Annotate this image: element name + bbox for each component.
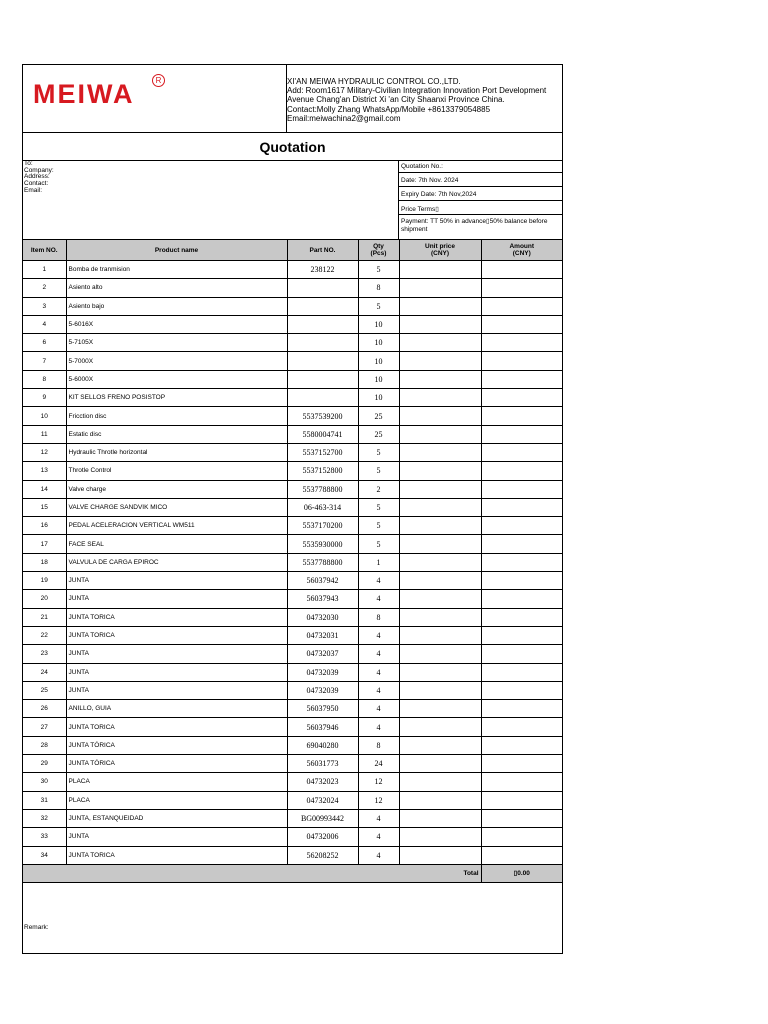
client-fields — [24, 161, 54, 195]
total-label: Total — [23, 864, 481, 882]
cell-part-no: 04732039 — [287, 663, 358, 681]
header-item-no: Item NO. — [23, 240, 66, 261]
cell-amount — [481, 681, 562, 699]
cell-item-no: 21 — [23, 608, 66, 626]
cell-amount — [481, 809, 562, 827]
cell-product-name: Estatic disc — [66, 425, 287, 443]
cell-part-no: BG00993442 — [287, 809, 358, 827]
cell-item-no: 12 — [23, 443, 66, 461]
price-terms: Price Terms▯ — [399, 201, 563, 215]
cell-product-name: PLACA — [66, 791, 287, 809]
table-row — [23, 828, 562, 846]
company-contact: Contact:Molly Zhang WhatsApp/Mobile +8613379054885 — [287, 104, 491, 114]
cell-part-no: 5537152700 — [287, 443, 358, 461]
total-value: ▯0.00 — [481, 864, 562, 882]
table-row — [23, 334, 562, 352]
cell-qty: 4 — [358, 846, 399, 864]
cell-product-name: Fricction disc — [66, 407, 287, 425]
company-address-line-2: Avenue Chang'an District Xi 'an City Shaanxi Province China. — [287, 95, 505, 105]
table-row — [23, 736, 562, 754]
cell-amount — [481, 608, 562, 626]
cell-amount — [481, 498, 562, 516]
cell-unit-price — [399, 279, 481, 297]
field-to: To: — [24, 160, 33, 167]
cell-qty: 10 — [358, 370, 399, 388]
cell-part-no: 5537788800 — [287, 480, 358, 498]
cell-unit-price — [399, 517, 481, 535]
cell-item-no: 15 — [23, 498, 66, 516]
cell-item-no: 1 — [23, 261, 66, 279]
info-section — [23, 160, 562, 239]
cell-item-no: 34 — [23, 846, 66, 864]
cell-part-no: 5535930000 — [287, 535, 358, 553]
cell-product-name: Throtle Control — [66, 462, 287, 480]
cell-item-no: 19 — [23, 572, 66, 590]
cell-qty: 4 — [358, 700, 399, 718]
table-row — [23, 370, 562, 388]
cell-amount — [481, 389, 562, 407]
cell-part-no: 69040280 — [287, 736, 358, 754]
cell-qty: 8 — [358, 736, 399, 754]
table-row — [23, 791, 562, 809]
cell-part-no: 5537788800 — [287, 553, 358, 571]
cell-product-name: JUNTA — [66, 645, 287, 663]
cell-part-no: 5580004741 — [287, 425, 358, 443]
field-contact: Contact: — [24, 180, 49, 188]
items-table — [23, 239, 562, 883]
cell-amount — [481, 297, 562, 315]
table-row — [23, 407, 562, 425]
cell-unit-price — [399, 297, 481, 315]
cell-item-no: 24 — [23, 663, 66, 681]
cell-part-no: 56037943 — [287, 590, 358, 608]
cell-unit-price — [399, 389, 481, 407]
cell-amount — [481, 791, 562, 809]
cell-amount — [481, 773, 562, 791]
table-row — [23, 443, 562, 461]
cell-item-no: 11 — [23, 425, 66, 443]
table-row — [23, 645, 562, 663]
cell-part-no: 04732023 — [287, 773, 358, 791]
cell-unit-price — [399, 681, 481, 699]
payment-terms: Payment: TT 50% in advance▯50% balance before shipment — [401, 218, 548, 233]
header-product-name: Product name — [66, 240, 287, 261]
company-logo: MEIWA — [33, 79, 135, 109]
cell-part-no: 06-463-314 — [287, 498, 358, 516]
cell-unit-price — [399, 608, 481, 626]
cell-unit-price — [399, 498, 481, 516]
cell-item-no: 8 — [23, 370, 66, 388]
cell-qty: 10 — [358, 315, 399, 333]
cell-qty: 25 — [358, 425, 399, 443]
cell-product-name: 5-6016X — [66, 315, 287, 333]
total-row — [23, 864, 562, 882]
cell-item-no: 16 — [23, 517, 66, 535]
cell-item-no: 2 — [23, 279, 66, 297]
cell-part-no: 56031773 — [287, 755, 358, 773]
cell-qty: 5 — [358, 517, 399, 535]
cell-item-no: 18 — [23, 553, 66, 571]
cell-product-name: Asiento bajo — [66, 297, 287, 315]
table-header-row — [23, 240, 562, 261]
cell-amount — [481, 352, 562, 370]
cell-part-no: 56037950 — [287, 700, 358, 718]
cell-unit-price — [399, 370, 481, 388]
table-row — [23, 590, 562, 608]
cell-part-no: 04732024 — [287, 791, 358, 809]
table-row — [23, 572, 562, 590]
cell-product-name: FACE SEAL — [66, 535, 287, 553]
cell-amount — [481, 846, 562, 864]
header-unit-price: Unit price (CNY) — [399, 240, 481, 261]
cell-part-no: 04732037 — [287, 645, 358, 663]
cell-unit-price — [399, 791, 481, 809]
cell-amount — [481, 828, 562, 846]
cell-product-name: PLACA — [66, 773, 287, 791]
cell-unit-price — [399, 443, 481, 461]
cell-part-no: 56037942 — [287, 572, 358, 590]
cell-unit-price — [399, 626, 481, 644]
table-row — [23, 663, 562, 681]
cell-product-name: JUNTA — [66, 663, 287, 681]
cell-item-no: 32 — [23, 809, 66, 827]
cell-item-no: 17 — [23, 535, 66, 553]
cell-amount — [481, 590, 562, 608]
table-row — [23, 535, 562, 553]
cell-amount — [481, 718, 562, 736]
cell-amount — [481, 626, 562, 644]
header-amount: Amount (CNY) — [481, 240, 562, 261]
cell-qty: 4 — [358, 626, 399, 644]
table-row — [23, 462, 562, 480]
field-company: Company: — [24, 166, 54, 174]
remark-label: Remark: — [24, 924, 49, 931]
page-title: Quotation — [259, 139, 326, 155]
cell-qty: 5 — [358, 462, 399, 480]
cell-qty: 10 — [358, 334, 399, 352]
cell-item-no: 26 — [23, 700, 66, 718]
cell-part-no: 5537170200 — [287, 517, 358, 535]
cell-product-name: JUNTA TORICA — [66, 718, 287, 736]
table-row — [23, 700, 562, 718]
cell-product-name: VALVULA DE CARGA EPIROC — [66, 553, 287, 571]
table-row — [23, 261, 562, 279]
cell-qty: 8 — [358, 279, 399, 297]
cell-part-no: 56037946 — [287, 718, 358, 736]
table-row — [23, 681, 562, 699]
cell-unit-price — [399, 773, 481, 791]
cell-unit-price — [399, 553, 481, 571]
cell-part-no: 5537539200 — [287, 407, 358, 425]
cell-item-no: 27 — [23, 718, 66, 736]
cell-amount — [481, 443, 562, 461]
table-row — [23, 809, 562, 827]
cell-part-no: 04732030 — [287, 608, 358, 626]
cell-unit-price — [399, 809, 481, 827]
quotation-date: Date: 7th Nov. 2024 — [399, 173, 563, 187]
header-part-no: Part NO. — [287, 240, 358, 261]
cell-amount — [481, 572, 562, 590]
cell-item-no: 28 — [23, 736, 66, 754]
cell-product-name: JUNTA TORICA — [66, 626, 287, 644]
cell-unit-price — [399, 407, 481, 425]
cell-amount — [481, 517, 562, 535]
cell-item-no: 10 — [23, 407, 66, 425]
cell-amount — [481, 645, 562, 663]
cell-product-name: Asiento alto — [66, 279, 287, 297]
cell-qty: 24 — [358, 755, 399, 773]
cell-item-no: 29 — [23, 755, 66, 773]
cell-product-name: 5-6000X — [66, 370, 287, 388]
cell-unit-price — [399, 736, 481, 754]
cell-qty: 10 — [358, 352, 399, 370]
field-email: Email: — [24, 186, 43, 194]
cell-item-no: 25 — [23, 681, 66, 699]
cell-amount — [481, 755, 562, 773]
cell-unit-price — [399, 590, 481, 608]
company-address-line-1: Add: Room1617 Military-Civilian Integration Innovation Port Development — [287, 86, 547, 96]
table-row — [23, 608, 562, 626]
cell-item-no: 30 — [23, 773, 66, 791]
cell-qty: 5 — [358, 261, 399, 279]
cell-product-name: VALVE CHARGE SANDVIK MICO — [66, 498, 287, 516]
cell-unit-price — [399, 462, 481, 480]
cell-item-no: 7 — [23, 352, 66, 370]
cell-item-no: 4 — [23, 315, 66, 333]
cell-item-no: 3 — [23, 297, 66, 315]
title-row — [23, 132, 562, 161]
cell-unit-price — [399, 261, 481, 279]
cell-part-no — [287, 352, 358, 370]
cell-item-no: 9 — [23, 389, 66, 407]
cell-amount — [481, 535, 562, 553]
cell-qty: 12 — [358, 791, 399, 809]
quotation-sheet — [22, 64, 563, 954]
cell-unit-price — [399, 334, 481, 352]
table-row — [23, 389, 562, 407]
cell-unit-price — [399, 480, 481, 498]
cell-qty: 25 — [358, 407, 399, 425]
cell-product-name: JUNTA — [66, 681, 287, 699]
cell-amount — [481, 407, 562, 425]
cell-product-name: JUNTA — [66, 590, 287, 608]
cell-unit-price — [399, 425, 481, 443]
cell-product-name: Hydraulic Throtle horizontal — [66, 443, 287, 461]
table-row — [23, 718, 562, 736]
cell-part-no: 5537152800 — [287, 462, 358, 480]
cell-amount — [481, 663, 562, 681]
table-row — [23, 755, 562, 773]
cell-unit-price — [399, 755, 481, 773]
cell-product-name: KIT SELLOS FRENO POSISTOP — [66, 389, 287, 407]
cell-amount — [481, 553, 562, 571]
cell-qty: 4 — [358, 828, 399, 846]
cell-qty: 4 — [358, 663, 399, 681]
cell-part-no — [287, 334, 358, 352]
logo-cell — [23, 65, 287, 132]
cell-product-name: Valve charge — [66, 480, 287, 498]
cell-qty: 5 — [358, 297, 399, 315]
cell-qty: 4 — [358, 809, 399, 827]
cell-amount — [481, 700, 562, 718]
cell-amount — [481, 334, 562, 352]
cell-amount — [481, 261, 562, 279]
company-email: Email:meiwachina2@gmail.com — [287, 113, 401, 123]
cell-unit-price — [399, 572, 481, 590]
cell-part-no — [287, 297, 358, 315]
table-row — [23, 553, 562, 571]
cell-item-no: 6 — [23, 334, 66, 352]
cell-qty: 12 — [358, 773, 399, 791]
table-row — [23, 425, 562, 443]
cell-product-name: JUNTA TORICA — [66, 846, 287, 864]
table-row — [23, 315, 562, 333]
cell-part-no: 04732031 — [287, 626, 358, 644]
cell-unit-price — [399, 718, 481, 736]
cell-product-name: 5-7105X — [66, 334, 287, 352]
cell-qty: 4 — [358, 718, 399, 736]
table-row — [23, 846, 562, 864]
cell-unit-price — [399, 828, 481, 846]
cell-part-no — [287, 279, 358, 297]
cell-qty: 8 — [358, 608, 399, 626]
table-row — [23, 352, 562, 370]
cell-qty: 2 — [358, 480, 399, 498]
cell-item-no: 20 — [23, 590, 66, 608]
cell-qty: 10 — [358, 389, 399, 407]
table-row — [23, 517, 562, 535]
cell-product-name: PEDAL ACELERACION VERTICAL WM511 — [66, 517, 287, 535]
field-address: Address: — [24, 173, 50, 181]
cell-product-name: JUNTA TÓRICA — [66, 755, 287, 773]
cell-qty: 4 — [358, 590, 399, 608]
cell-part-no: 04732006 — [287, 828, 358, 846]
cell-unit-price — [399, 846, 481, 864]
cell-part-no — [287, 370, 358, 388]
cell-amount — [481, 279, 562, 297]
header-qty: Qty (Pcs) — [358, 240, 399, 261]
cell-part-no: 238122 — [287, 261, 358, 279]
cell-part-no — [287, 315, 358, 333]
cell-unit-price — [399, 663, 481, 681]
table-row — [23, 773, 562, 791]
cell-item-no: 13 — [23, 462, 66, 480]
header — [23, 65, 562, 133]
cell-product-name: JUNTA, ESTANQUEIDAD — [66, 809, 287, 827]
cell-qty: 1 — [358, 553, 399, 571]
cell-amount — [481, 736, 562, 754]
cell-item-no: 23 — [23, 645, 66, 663]
cell-product-name: 5-7000X — [66, 352, 287, 370]
cell-qty: 5 — [358, 498, 399, 516]
table-row — [23, 480, 562, 498]
cell-part-no: 56208252 — [287, 846, 358, 864]
quotation-no: Quotation No.: — [399, 160, 563, 173]
cell-product-name: JUNTA — [66, 572, 287, 590]
cell-amount — [481, 480, 562, 498]
quotation-details — [398, 160, 563, 239]
cell-item-no: 22 — [23, 626, 66, 644]
cell-qty: 4 — [358, 681, 399, 699]
cell-unit-price — [399, 352, 481, 370]
cell-qty: 5 — [358, 443, 399, 461]
cell-part-no — [287, 389, 358, 407]
registered-mark-icon: R — [152, 74, 165, 87]
company-name: XI'AN MEIWA HYDRAULIC CONTROL CO.,LTD. — [287, 77, 461, 86]
cell-unit-price — [399, 645, 481, 663]
cell-qty: 4 — [358, 645, 399, 663]
expiry-date: Expiry Date: 7th Nov,2024 — [399, 187, 563, 201]
cell-amount — [481, 425, 562, 443]
cell-unit-price — [399, 700, 481, 718]
cell-product-name: Bomba de tranmision — [66, 261, 287, 279]
company-info — [287, 77, 559, 123]
cell-item-no: 33 — [23, 828, 66, 846]
cell-item-no: 31 — [23, 791, 66, 809]
cell-unit-price — [399, 315, 481, 333]
cell-item-no: 14 — [23, 480, 66, 498]
cell-amount — [481, 370, 562, 388]
cell-amount — [481, 315, 562, 333]
table-row — [23, 297, 562, 315]
table-row — [23, 498, 562, 516]
table-row — [23, 279, 562, 297]
cell-product-name: JUNTA — [66, 828, 287, 846]
cell-qty: 4 — [358, 572, 399, 590]
cell-part-no: 04732039 — [287, 681, 358, 699]
table-row — [23, 626, 562, 644]
cell-amount — [481, 462, 562, 480]
cell-qty: 5 — [358, 535, 399, 553]
cell-product-name: JUNTA TORICA — [66, 608, 287, 626]
cell-product-name: ANILLO, GUIA — [66, 700, 287, 718]
cell-unit-price — [399, 535, 481, 553]
cell-product-name: JUNTA TÓRICA — [66, 736, 287, 754]
